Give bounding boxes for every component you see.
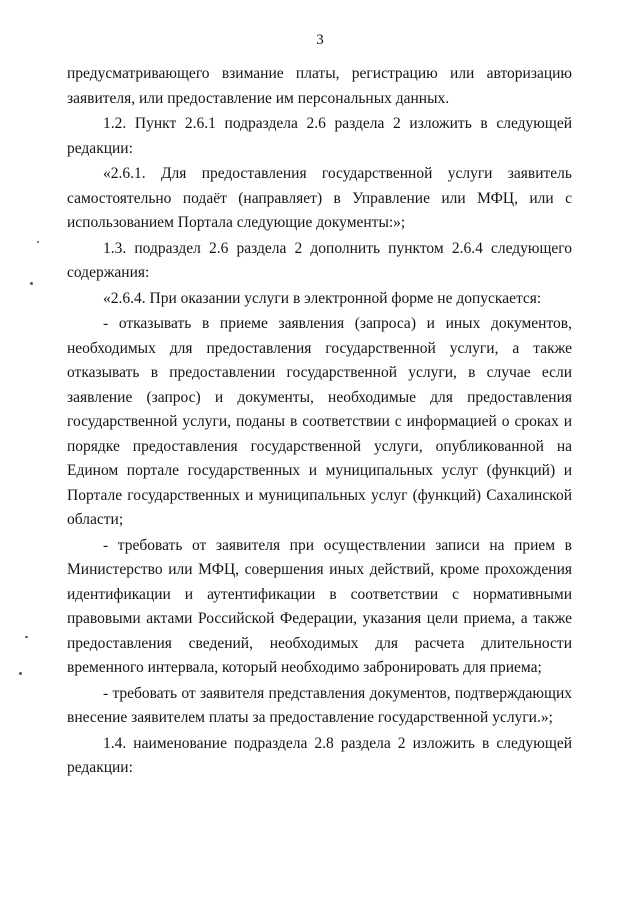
scan-speck-mark [37,241,39,243]
paragraph-continuation: предусматривающего взимание платы, регистрацию или авторизацию заявителя, или предоставление им персональных данных. [67,65,572,107]
scan-speck-mark [25,636,28,638]
paragraph-item-1-2: 1.2. Пункт 2.6.1 подраздела 2.6 раздела 2 изложить в следующей редакции: [67,115,572,157]
scan-speck-mark [19,672,22,675]
paragraph-quote-2-6-4: «2.6.4. При оказании услуги в электронной форме не допускается: [103,289,542,307]
paragraph-quote-2-6-1: «2.6.1. Для предоставления государственной услуги заявитель самостоятельно подаёт (направляет) в Управление или МФЦ, или с использованием Портала следующие документы:»; [67,165,572,231]
paragraph-bullet-refuse: - отказывать в приеме заявления (запроса) и иных документов, необходимых для предоставления государственной услуги, а также отказывать в предоставлении государственной услуги, в случае если заявление (запрос) и документы, необходимые для предоставления государственной услуги, поданы в соответствии с информацией о сроках и порядке предоставления государственной услуги, опубликованной на Едином портале государственных и муниципальных услуг (функций) и Портале государственных и муниципальных услуг (функций) Сахалинской области; [67,315,572,528]
scan-speck-mark [30,282,33,285]
document-body [67,62,572,782]
paragraph-bullet-require-appointment: - требовать от заявителя при осуществлении записи на прием в Министерство или МФЦ, совершения иных действий, кроме прохождения идентификации и аутентификации в соответствии с нормативными правовыми актами Российской Федерации, указания цели приема, а также предоставления сведений, необходимых для расчета длительности временного интервала, который необходимо забронировать для приема; [67,536,572,676]
page-number: 3 [316,32,324,48]
paragraph-item-1-4: 1.4. наименование подраздела 2.8 раздела 2 изложить в следующей редакции: [67,734,572,776]
paragraph-item-1-3: 1.3. подраздел 2.6 раздела 2 дополнить пунктом 2.6.4 следующего содержания: [67,239,572,281]
paragraph-bullet-require-payment: - требовать от заявителя представления документов, подтверждающих внесение заявителем платы за предоставление государственной услуги.»; [67,684,572,726]
